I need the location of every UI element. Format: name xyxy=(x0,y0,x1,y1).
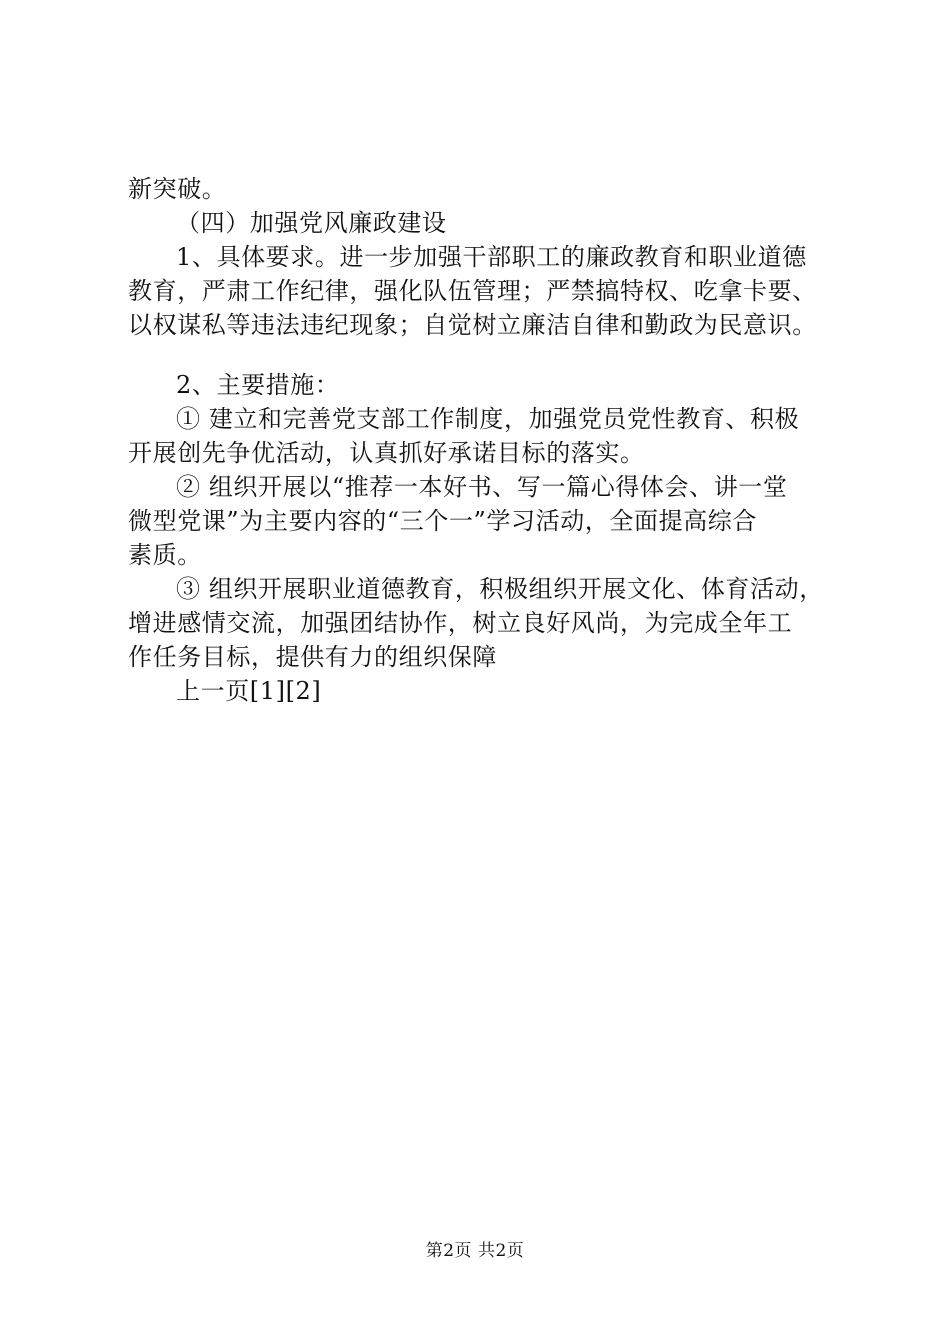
text-line: ② 组织开展以“推荐一本好书、写一篇心得体会、讲一堂 xyxy=(176,473,788,501)
page-footer: 第2页 共2页 xyxy=(425,1241,525,1261)
text-line: 素质。 xyxy=(128,541,202,569)
section-heading: （四）加强党风廉政建设 xyxy=(176,209,447,237)
text-line: 微型党课”为主要内容的“三个一”学习活动，全面提高综合 xyxy=(128,507,758,535)
document-body xyxy=(128,172,838,708)
text-line: 开展创先争优活动，认真抓好承诺目标的落实。 xyxy=(128,439,645,467)
text-line: ① 建立和完善党支部工作制度，加强党员党性教育、积极 xyxy=(176,405,800,433)
text-line: 教育，严肃工作纪律，强化队伍管理；严禁搞特权、吃拿卡要、 xyxy=(128,277,817,305)
text-line: ③ 组织开展职业道德教育，积极组织开展文化、体育活动， xyxy=(176,575,824,603)
text-line: 新突破。 xyxy=(128,175,227,203)
text-line: 以权谋私等违法违纪现象；自觉树立廉洁自律和勤政为民意识。 xyxy=(128,311,817,339)
pagination-links[interactable]: 上一页[1][2] xyxy=(176,677,322,705)
text-line: 2、主要措施： xyxy=(176,371,340,399)
text-line: 增进感情交流，加强团结协作，树立良好风尚，为完成全年工 xyxy=(128,609,793,637)
text-line: 1、具体要求。进一步加强干部职工的廉政教育和职业道德 xyxy=(176,243,807,271)
text-line: 作任务目标，提供有力的组织保障 xyxy=(128,643,497,671)
paragraph-gap xyxy=(128,342,838,368)
